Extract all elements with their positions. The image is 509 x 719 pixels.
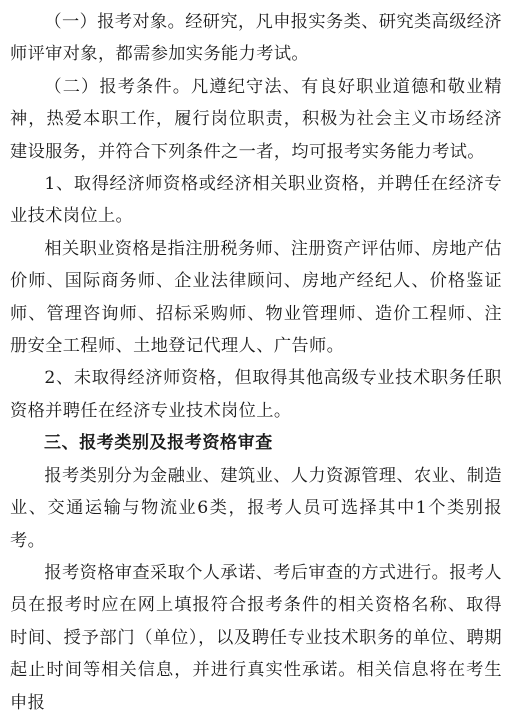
paragraph-related-qualifications: 相关职业资格是指注册税务师、注册资产评估师、房地产估价师、国际商务师、企业法律顾问、房地产经纪人、价格鉴证师、管理咨询师、招标采购师、物业管理师、造价工程师、注册安全工程师、土地登记代理人、广告师。 [10,238,502,357]
paragraph-report-target: （一）报考对象。经研究，凡申报实务类、研究类高级经济师评审对象，都需参加实务能力考试。 [10,12,502,65]
paragraph-qualification-review: 报考资格审查采取个人承诺、考后审查的方式进行。报考人员在报考时应在网上填报符合报考条件的相关资格名称、取得时间、授予部门（单位），以及聘任专业技术职务的单位、聘期起止时间等相关信息，并进行真实性承诺。相关信息将在考生申报 [10,562,502,713]
paragraph-report-conditions: （二）报考条件。凡遵纪守法、有良好职业道德和敬业精神，热爱本职工作，履行岗位职责，积极为社会主义市场经济建设服务，并符合下列条件之一者，均可报考实务能力考试。 [10,76,502,162]
section-heading: 三、报考类别及报考资格审查 [44,433,273,454]
document-page [10,0,502,719]
paragraph-condition-2: 2、未取得经济师资格，但取得其他高级专业技术职务任职资格并聘任在经济专业技术岗位上。 [10,368,502,421]
paragraph-condition-1: 1、取得经济师资格或经济相关职业资格，并聘任在经济专业技术岗位上。 [10,174,502,227]
paragraph-report-categories: 报考类别分为金融业、建筑业、人力资源管理、农业、制造业、交通运输与物流业6类，报考人员可选择其中1个类别报考。 [10,465,502,551]
